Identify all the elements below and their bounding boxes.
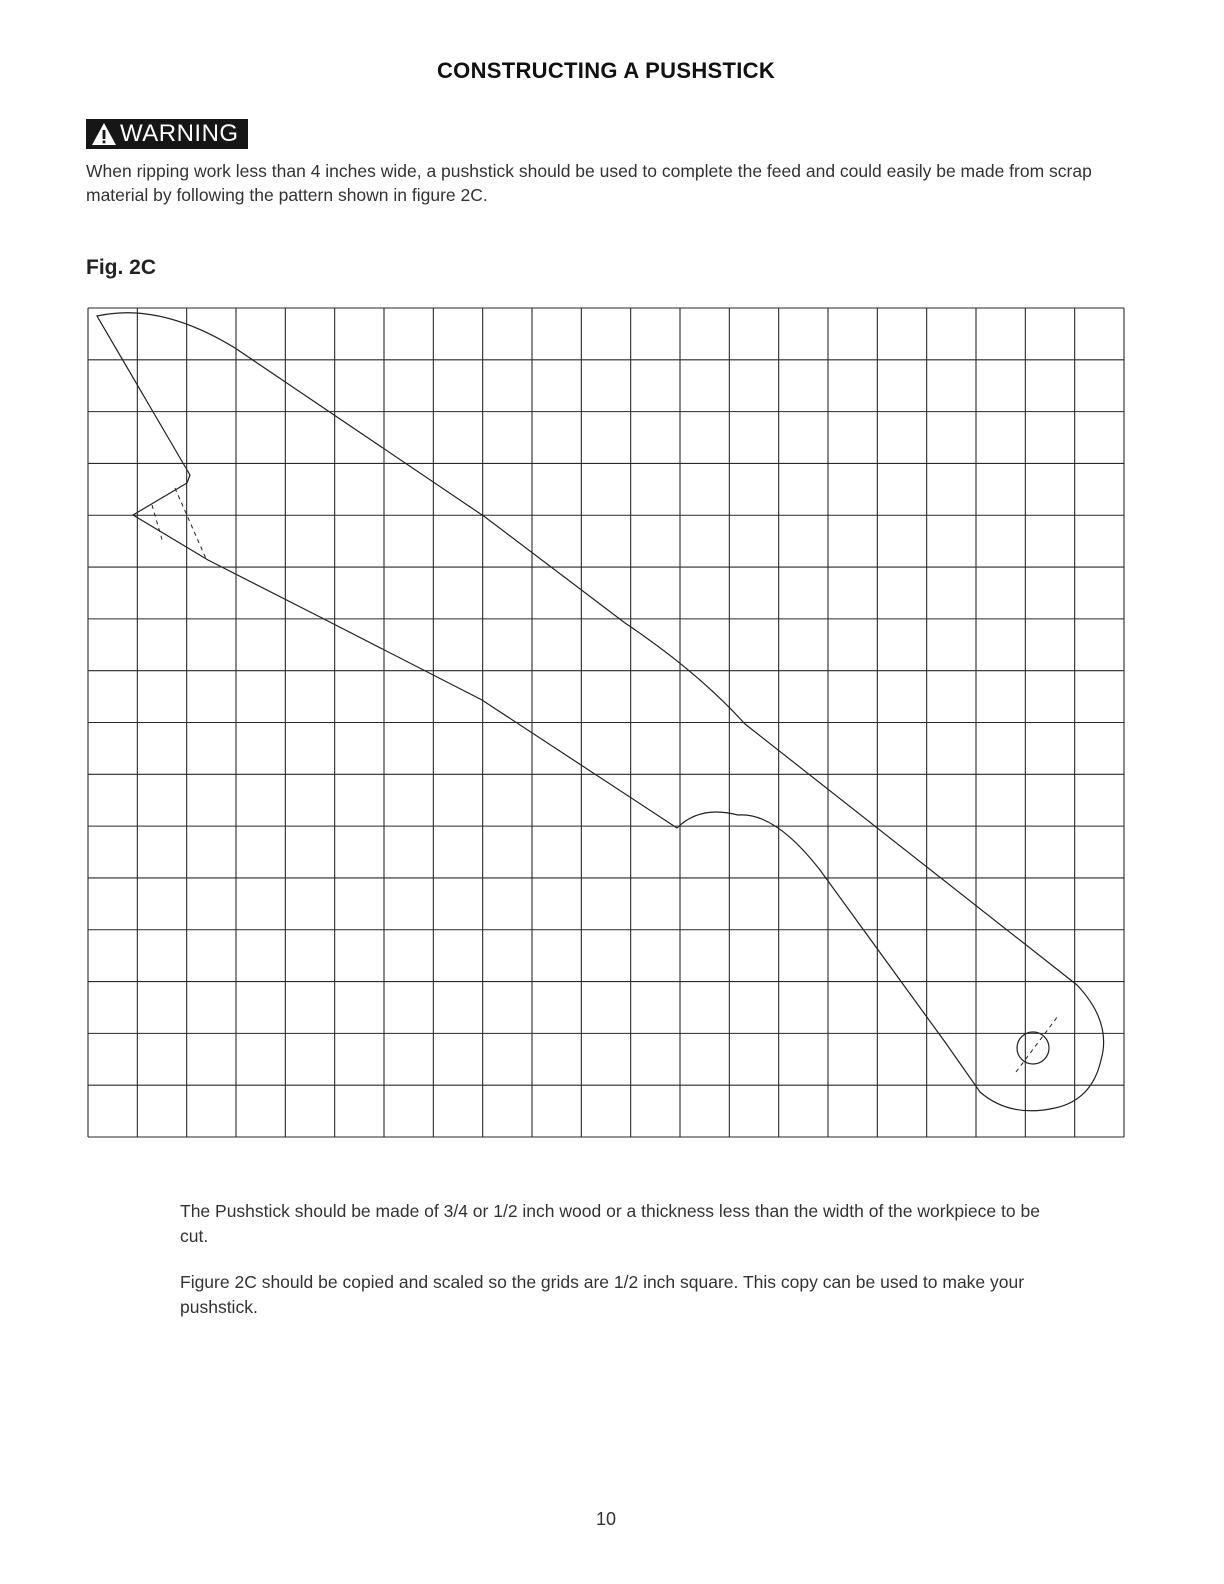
pushstick-outline [97,313,1104,1111]
pushstick-dashed-guides [152,488,1058,1072]
pattern-grid [88,308,1124,1137]
note-paragraph-1: The Pushstick should be made of 3/4 or 1/2 inch wood or a thickness less than the width of the workpiece to be cut. [180,1201,1040,1246]
figure-label: Fig. 2C [86,256,157,279]
page-number: 10 [595,1509,617,1529]
note-paragraph-2: Figure 2C should be copied and scaled so the grids are 1/2 inch square. This copy can be used to make your pushstick. [180,1272,1025,1317]
warning-text: When ripping work less than 4 inches wide, a pushstick should be used to complete the feed and could easily be made from scrap material by following the pattern shown in figure 2C. [86,161,1092,205]
warning-label: WARNING [120,120,239,147]
page-title: CONSTRUCTING A PUSHSTICK [436,58,776,83]
